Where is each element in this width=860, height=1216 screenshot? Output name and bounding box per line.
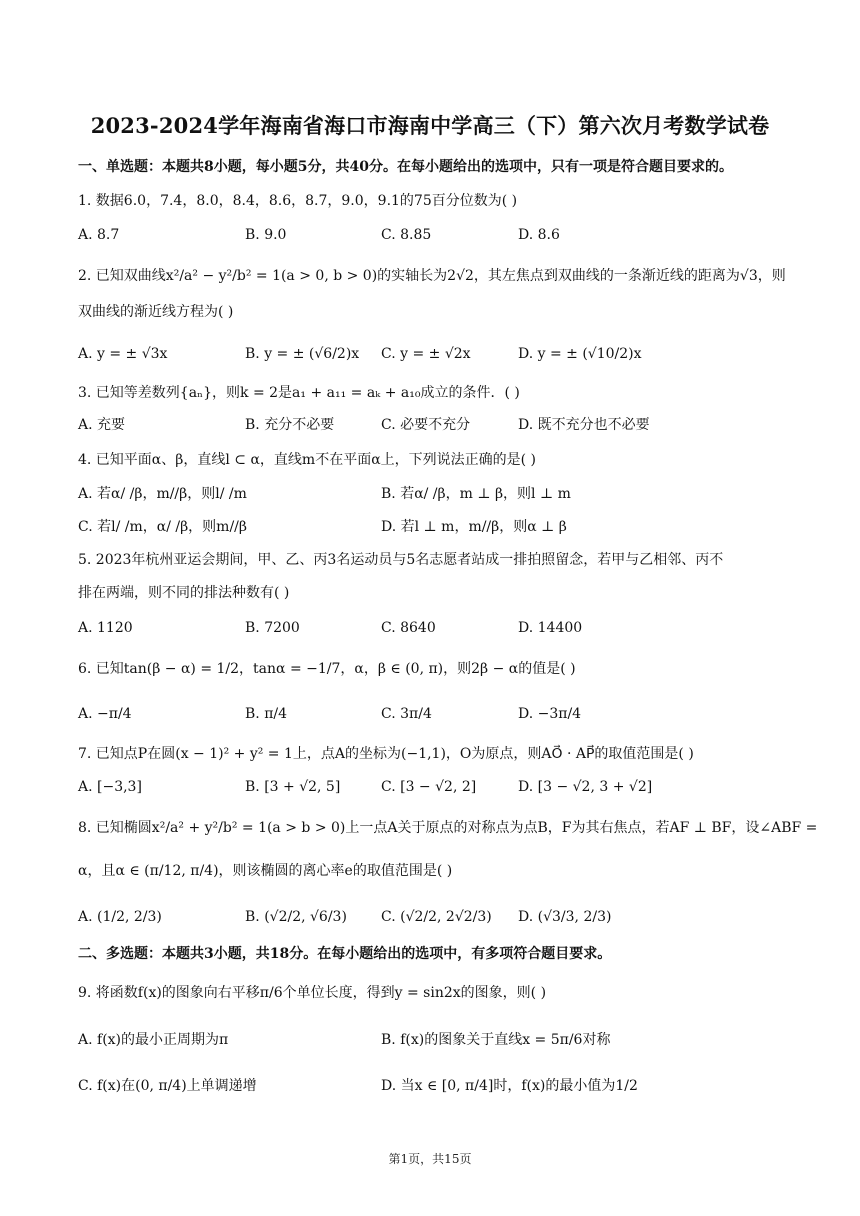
q2-option-c: C. y = ± √2x (381, 346, 471, 362)
q2-option-a: A. y = ± √3x (78, 346, 168, 362)
q9-option-c: C. f(x)在(0, π/4)上单调递增 (78, 1078, 257, 1094)
q5-option-b: B. 7200 (245, 620, 300, 636)
q4-option-d: D. 若l ⊥ m，m//β，则α ⊥ β (381, 519, 567, 535)
q8-option-a: A. (1/2, 2/3) (78, 909, 162, 925)
question-2-line1: 2. 已知双曲线x²/a² − y²/b² = 1(a > 0, b > 0)的实轴长为2√2，其左焦点到双曲线的一条渐近线的距离为√3，则 (78, 268, 786, 284)
q5-option-c: C. 8640 (381, 620, 436, 636)
section-multi-choice-header: 二、多选题：本题共3小题，共18分。在每小题给出的选项中，有多项符合题目要求。 (78, 946, 612, 962)
q7-option-c: C. [3 − √2, 2] (381, 779, 477, 795)
q1-option-c: C. 8.85 (381, 227, 432, 243)
q8-option-b: B. (√2/2, √6/3) (245, 909, 347, 925)
q4-option-b: B. 若α/ /β，m ⊥ β，则l ⊥ m (381, 486, 571, 502)
q9-option-a: A. f(x)的最小正周期为π (78, 1032, 229, 1048)
question-4: 4. 已知平面α、β，直线l ⊂ α，直线m不在平面α上，下列说法正确的是( ) (78, 452, 537, 468)
q1-option-a: A. 8.7 (78, 227, 120, 243)
q6-option-c: C. 3π/4 (381, 706, 432, 722)
q3-option-b: B. 充分不必要 (245, 417, 335, 433)
question-2-line2: 双曲线的渐近线方程为( ) (78, 304, 234, 320)
question-8-line1: 8. 已知椭圆x²/a² + y²/b² = 1(a > b > 0)上一点A关于原点的对称点为点B，F为其右焦点，若AF ⊥ BF，设∠ABF = (78, 820, 818, 836)
question-6: 6. 已知tan(β − α) = 1/2，tanα = −1/7，α，β ∈ (0, π)，则2β − α的值是( ) (78, 661, 576, 677)
q6-option-b: B. π/4 (245, 706, 288, 722)
question-5-line1: 5. 2023年杭州亚运会期间，甲、乙、丙3名运动员与5名志愿者站成一排拍照留念，若甲与乙相邻、丙不 (78, 552, 724, 568)
q5-option-a: A. 1120 (78, 620, 133, 636)
question-9: 9. 将函数f(x)的图象向右平移π/6个单位长度，得到y = sin2x的图象，则( ) (78, 985, 547, 1001)
q1-option-b: B. 9.0 (245, 227, 287, 243)
page-footer: 第1页，共15页 (388, 1152, 472, 1166)
q3-option-d: D. 既不充分也不必要 (518, 417, 650, 433)
question-5-line2: 排在两端，则不同的排法种数有( ) (78, 585, 290, 601)
question-1: 1. 数据6.0，7.4，8.0，8.4，8.6，8.7，9.0，9.1的75百分位数为( ) (78, 193, 518, 209)
question-3: 3. 已知等差数列{aₙ}，则k = 2是a₁ + a₁₁ = aₖ + a₁₀成立的条件．( ) (78, 385, 520, 401)
q7-option-a: A. [−3,3] (78, 779, 142, 795)
q5-option-d: D. 14400 (518, 620, 583, 636)
q2-option-d: D. y = ± (√10/2)x (518, 346, 642, 362)
q7-option-b: B. [3 + √2, 5] (245, 779, 341, 795)
q3-option-c: C. 必要不充分 (381, 417, 471, 433)
question-8-line2: α，且α ∈ (π/12, π/4)，则该椭圆的离心率e的取值范围是( ) (78, 863, 453, 879)
q8-option-c: C. (√2/2, 2√2/3) (381, 909, 492, 925)
q6-option-a: A. −π/4 (78, 706, 132, 722)
q6-option-d: D. −3π/4 (518, 706, 582, 722)
section-single-choice-header: 一、单选题：本题共8小题，每小题5分，共40分。在每小题给出的选项中，只有一项是符合题目要求的。 (78, 159, 733, 175)
q4-option-a: A. 若α/ /β，m//β，则l/ /m (78, 486, 247, 502)
q7-option-d: D. [3 − √2, 3 + √2] (518, 779, 653, 795)
q9-option-d: D. 当x ∈ [0, π/4]时，f(x)的最小值为1/2 (381, 1078, 638, 1094)
page-title: 2023-2024学年海南省海口市海南中学高三（下）第六次月考数学试卷 (90, 113, 770, 138)
q9-option-b: B. f(x)的图象关于直线x = 5π/6对称 (381, 1032, 611, 1048)
q2-option-b: B. y = ± (√6/2)x (245, 346, 360, 362)
q3-option-a: A. 充要 (78, 417, 126, 433)
question-7: 7. 已知点P在圆(x − 1)² + y² = 1上，点A的坐标为(−1,1)，O为原点，则AO⃗ · AP⃗的取值范围是( ) (78, 746, 694, 762)
q8-option-d: D. (√3/3, 2/3) (518, 909, 612, 925)
q4-option-c: C. 若l/ /m，α/ /β，则m//β (78, 519, 247, 535)
q1-option-d: D. 8.6 (518, 227, 560, 243)
